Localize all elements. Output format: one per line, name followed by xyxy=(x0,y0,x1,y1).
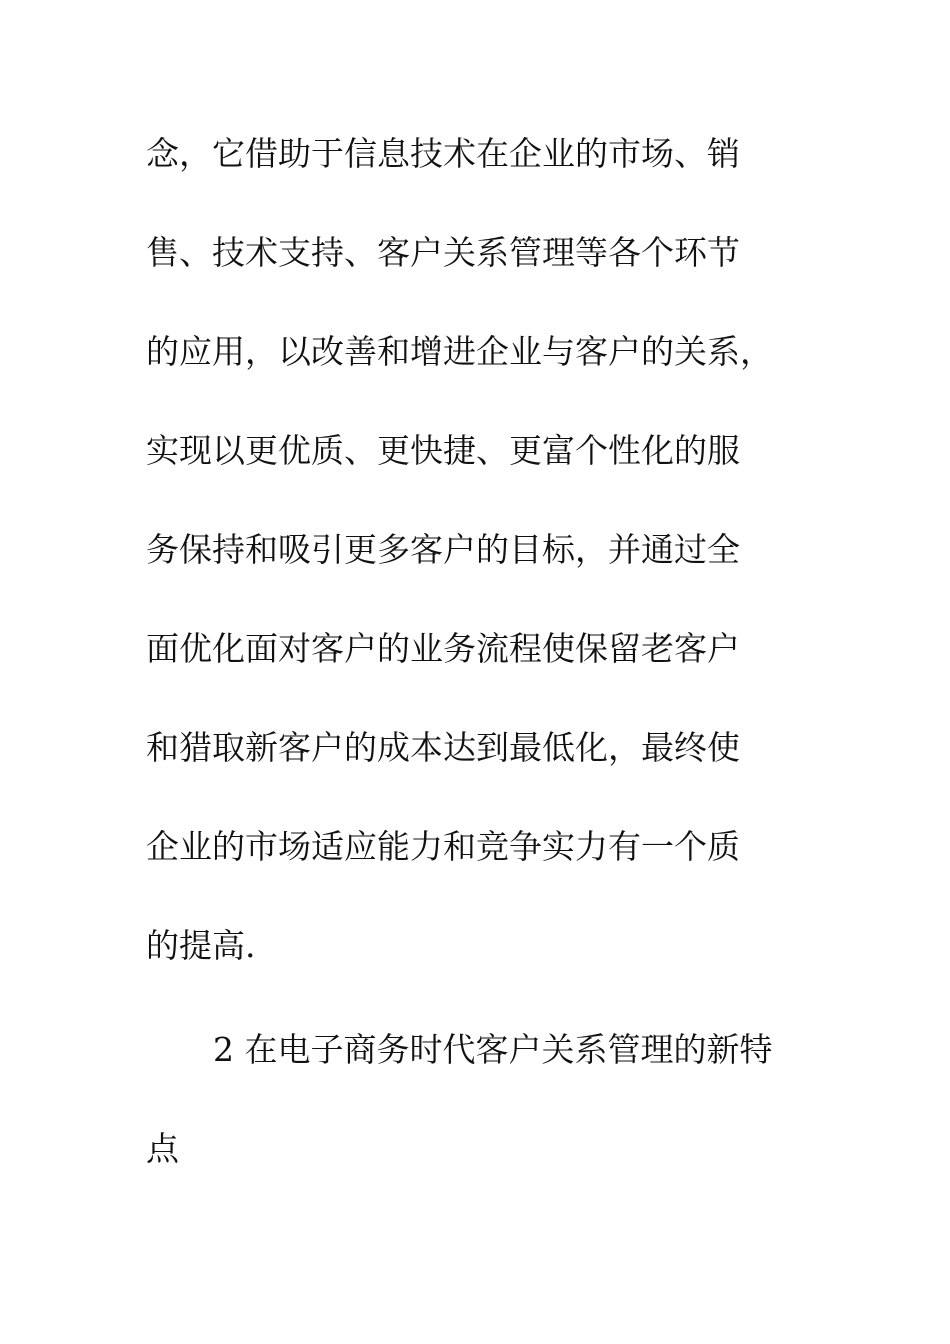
text-line: 企业的市场适应能力和竞争实力有一个质 xyxy=(146,827,740,866)
text-line: 的提高. xyxy=(146,926,256,965)
text-line: 务保持和吸引更多客户的目标，并通过全 xyxy=(146,530,740,569)
text-line: 的应用，以改善和增进企业与客户的关系， xyxy=(146,332,773,371)
heading-line: 点 xyxy=(146,1129,179,1168)
text-line: 和猎取新客户的成本达到最低化，最终使 xyxy=(146,728,740,767)
text-line: 念，它借助于信息技术在企业的市场、销 xyxy=(146,134,740,173)
text-line: 实现以更优质、更快捷、更富个性化的服 xyxy=(146,431,740,470)
heading-line: 2 在电子商务时代客户关系管理的新特 xyxy=(213,1030,773,1069)
text-line: 售、技术支持、客户关系管理等各个环节 xyxy=(146,233,740,272)
text-line: 面优化面对客户的业务流程使保留老客户 xyxy=(146,629,740,668)
